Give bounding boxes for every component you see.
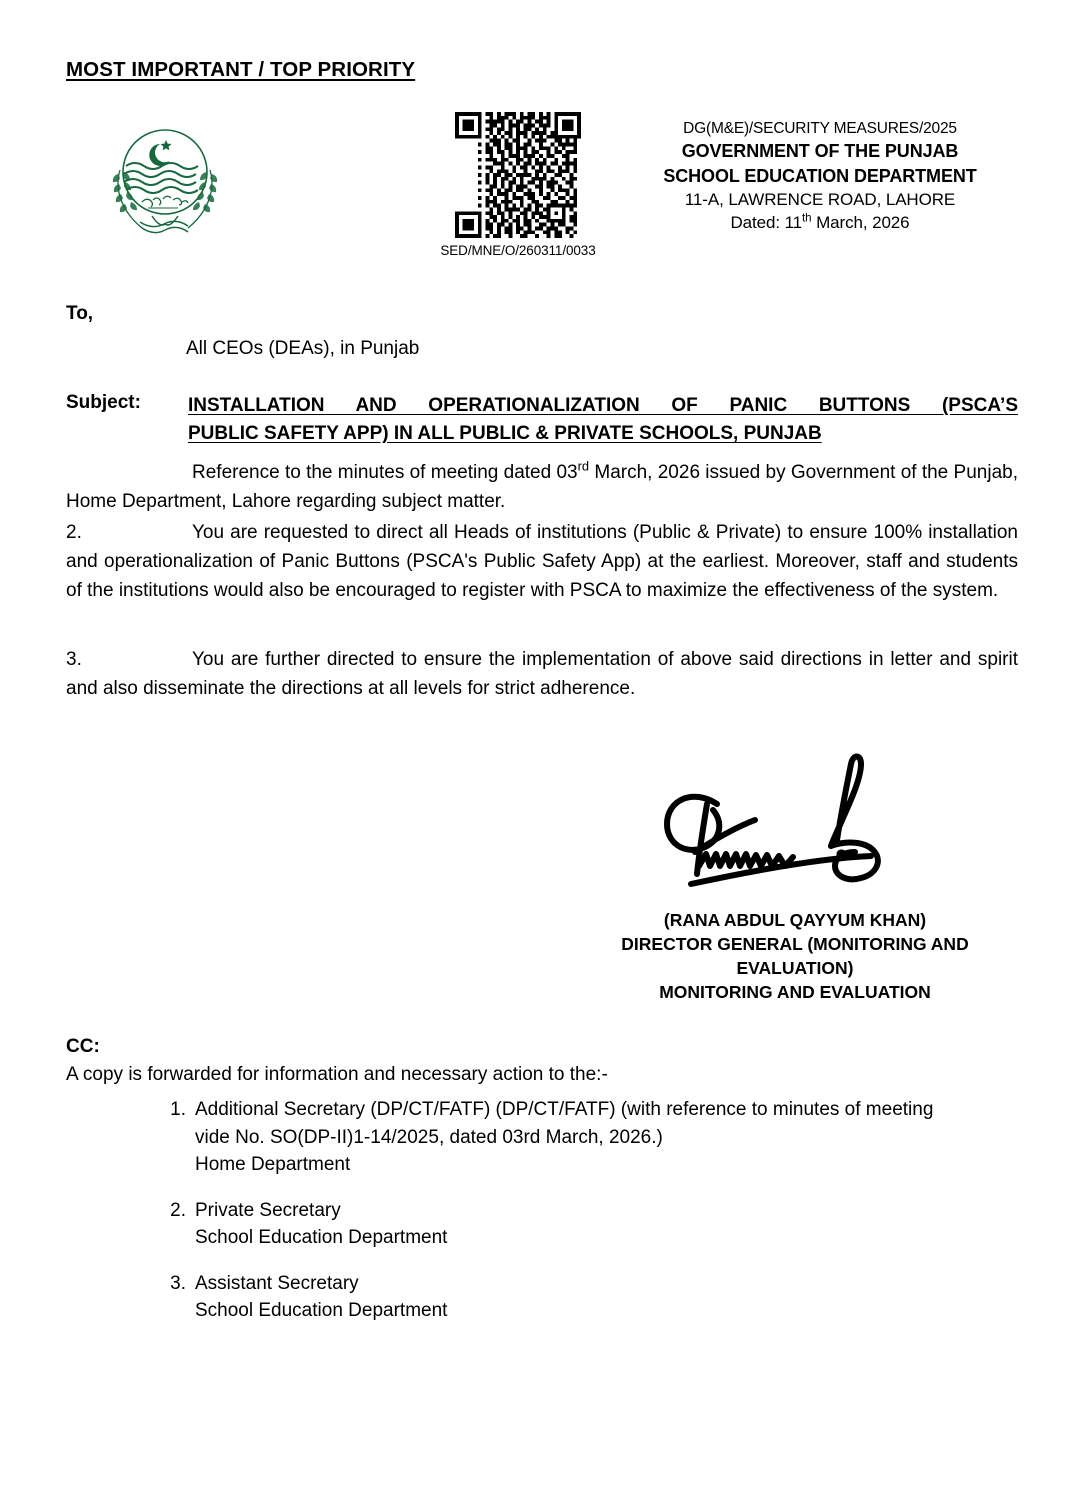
cc-item-line-2: School Education Department xyxy=(195,1300,448,1322)
paragraph-reference xyxy=(66,458,1018,516)
date-prefix: Dated: 11 xyxy=(730,213,803,233)
paragraph-2 xyxy=(66,518,1018,605)
cc-item-line-1: Private Secretary xyxy=(195,1199,341,1221)
cc-intro: A copy is forwarded for information and necessary action to the:- xyxy=(66,1064,608,1085)
qr-caption: SED/MNE/O/260311/0033 xyxy=(440,243,596,258)
paragraph-2-text: You are requested to direct all Heads of institutions (Public & Private) to ensure 100% installation and operationalization of Panic Buttons (PSCA's Public Safety App) at the earliest. Moreover, staff and students of the institutions would also be encouraged to register with PSCA to maximize the effectiveness of the system. xyxy=(66,522,1018,602)
cc-list xyxy=(66,1096,966,1343)
paragraph-3-text: You are further directed to ensure the implementation of above said directions in letter and spirit and also disseminate the directions at all levels for strict adherence. xyxy=(66,649,1018,700)
to-label: To, xyxy=(66,303,94,324)
office-address: 11-A, LAWRENCE ROAD, LAHORE xyxy=(684,190,956,210)
cc-list-item xyxy=(66,1197,966,1252)
cc-list-item xyxy=(66,1096,966,1179)
cc-item-line-1: Assistant Secretary xyxy=(195,1272,359,1294)
priority-banner: MOST IMPORTANT / TOP PRIORITY xyxy=(66,58,416,81)
reference-number: DG(M&E)/SECURITY MEASURES/2025 xyxy=(683,120,957,137)
paragraph-2-number: 2. xyxy=(66,522,82,543)
cc-item-line-2: Home Department xyxy=(195,1154,351,1176)
subject-label: Subject: xyxy=(66,392,141,413)
para-ref-ordinal: rd xyxy=(577,458,590,474)
signatory-title-line-2: EVALUATION) xyxy=(736,958,854,979)
letterhead-text xyxy=(626,118,1014,234)
cc-item-number: 3. xyxy=(170,1272,186,1294)
subject-text xyxy=(188,392,1018,448)
cc-item-line-2: School Education Department xyxy=(195,1227,448,1249)
government-name: GOVERNMENT OF THE PUNJAB xyxy=(681,141,959,162)
signatory-title-line-1: DIRECTOR GENERAL (MONITORING AND xyxy=(621,934,969,955)
department-name: SCHOOL EDUCATION DEPARTMENT xyxy=(663,165,977,186)
cc-item-number: 1. xyxy=(170,1099,186,1120)
qr-code-icon[interactable] xyxy=(455,112,581,238)
paragraph-3-number: 3. xyxy=(66,649,82,670)
cc-label: CC: xyxy=(66,1036,100,1057)
para-ref-before: Reference to the minutes of meeting dated 03 xyxy=(192,462,578,483)
qr-code-block xyxy=(438,112,598,258)
letterhead-header xyxy=(66,112,1014,272)
date-suffix: March, 2026 xyxy=(811,213,910,233)
cc-item-number: 2. xyxy=(170,1199,186,1221)
punjab-government-emblem-icon xyxy=(90,116,240,248)
subject-line-2: PUBLIC SAFETY APP) IN ALL PUBLIC & PRIVATE SCHOOLS, PUNJAB xyxy=(188,422,822,444)
signature-block xyxy=(560,908,1030,1005)
handwritten-signature-icon xyxy=(655,748,905,898)
paragraph-3 xyxy=(66,645,1018,703)
letter-date xyxy=(626,211,1014,234)
signatory-office: MONITORING AND EVALUATION xyxy=(659,982,931,1003)
recipient-line: All CEOs (DEAs), in Punjab xyxy=(186,338,420,359)
subject-line-1: INSTALLATION AND OPERATIONALIZATION OF PANIC BUTTONS (PSCA’S xyxy=(188,395,1018,416)
cc-list-item xyxy=(66,1270,966,1325)
cc-item-line-1: Additional Secretary (DP/CT/FATF) (DP/CT/FATF) (with reference to minutes of meeting vide No. SO(DP-II)1-14/2025, dated 03rd March, 2026.) xyxy=(195,1099,934,1148)
date-ordinal-suffix: th xyxy=(802,212,812,225)
para-ref-after: March, 2026 issued by Government of the Punjab, Home Department, Lahore regarding subject matter. xyxy=(66,462,1018,513)
signatory-name: (RANA ABDUL QAYYUM KHAN) xyxy=(663,910,927,930)
